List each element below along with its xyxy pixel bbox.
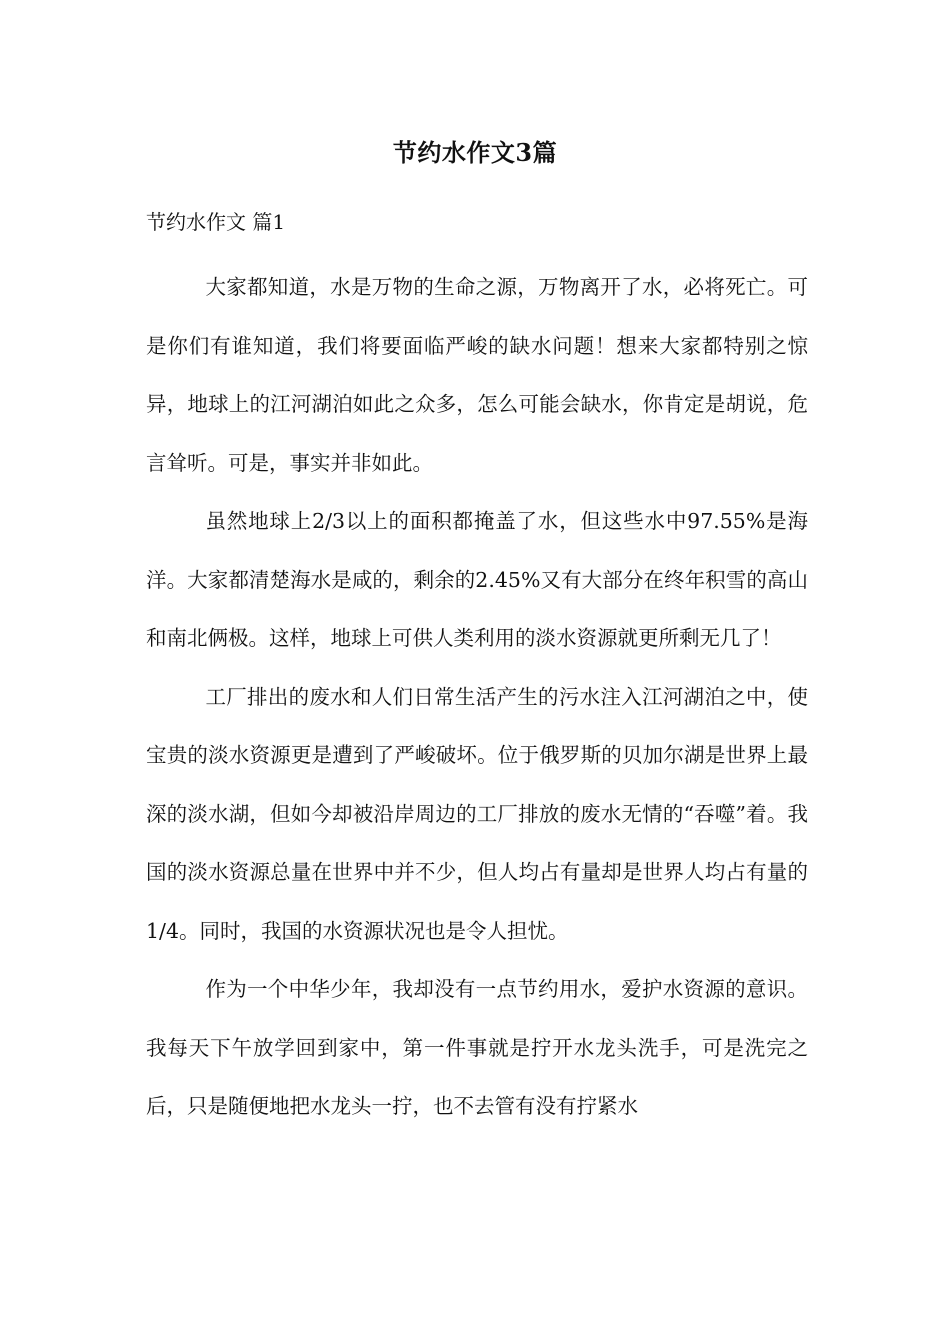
paragraph: 虽然地球上2/3以上的面积都掩盖了水，但这些水中97.55%是海洋。大家都清楚海水是咸的，剩余的2.45%又有大部分在终年积雪的高山和南北俩极。这样，地球上可供人类利用的淡水资源就更所剩无几了！: [146, 509, 808, 650]
paragraph: 工厂排出的废水和人们日常生活产生的污水注入江河湖泊之中，使宝贵的淡水资源更是遭到了严峻破坏。位于俄罗斯的贝加尔湖是世界上最深的淡水湖，但如今却被沿岸周边的工厂排放的废水无情的“吞噬”着。我国的淡水资源总量在世界中并不少，但人均占有量却是世界人均占有量的1/4。同时，我国的水资源状况也是令人担忧。: [146, 684, 808, 943]
essay-body: [146, 258, 808, 1136]
paragraph: 大家都知道，水是万物的生命之源，万物离开了水，必将死亡。可是你们有谁知道，我们将要面临严峻的缺水问题！想来大家都特别之惊异，地球上的江河湖泊如此之众多，怎么可能会缺水，你肯定是胡说，危言耸听。可是，事实并非如此。: [146, 275, 808, 475]
section-heading: 节约水作文 篇1: [146, 210, 286, 234]
paragraph: 作为一个中华少年，我却没有一点节约用水，爱护水资源的意识。我每天下午放学回到家中，第一件事就是拧开水龙头洗手，可是洗完之后，只是随便地把水龙头一拧，也不去管有没有拧紧水: [146, 977, 808, 1118]
document-title: 节约水作文3篇: [392, 138, 558, 167]
